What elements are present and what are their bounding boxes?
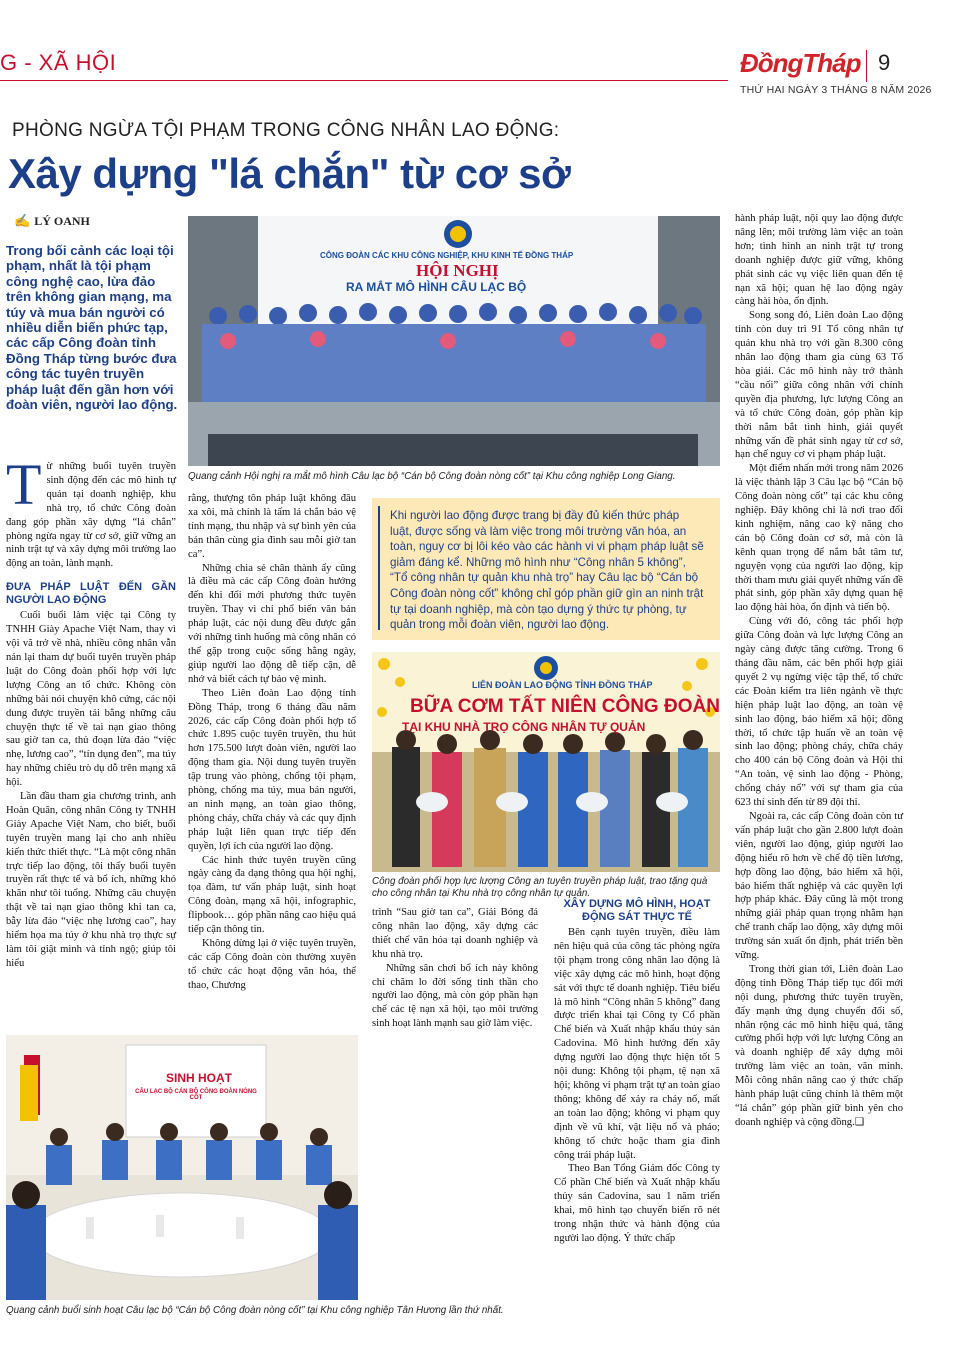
- byline: [14, 213, 90, 229]
- paragraph: Theo Liên đoàn Lao động tỉnh Đồng Tháp, trong 6 tháng đầu năm 2026, các cấp Công đoàn phối hợp tổ chức 1.895 cuộc tuyên truyền, thu hút hơn 175.500 lượt đoàn viên, người lao động tham gia. Nội dung tuyên truyền tập trung vào phòng, chống tội phạm, phòng, chống ma túy, mua bán người, an ninh mạng, an toàn giao thông, phòng cháy, chữa cháy và các quy định pháp luật liên quan trực tiếp đến quyền, lợi ích của người lao động.: [188, 687, 356, 852]
- pen-icon: ✍: [14, 213, 31, 228]
- column-5: [735, 212, 903, 1130]
- paragraph: Cùng với đó, công tác phối hợp giữa Công đoàn và lực lượng Công an ngày càng được tăng cường. Trong 6 tháng đầu năm, các bên phối hợp giải quyết 2 vụ ngừng việc tập thể, tổ chức các Đoàn kiểm tra liên ngành về thực hiện pháp luật lao động, an toàn vệ sinh lao động, bảo hiểm xã hội; đồng thời, tổ chức tập huấn về an toàn vệ sinh lao động; phòng cháy, chữa cháy cho 400 cán bộ Công đoàn và Hội thi “An toàn, vệ sinh lao động - Phòng, chống cháy nổ” với sự tham gia của 623 thí sinh đến từ 89 đội thi.: [735, 616, 903, 809]
- paragraph: Ngoài ra, các cấp Công đoàn còn tư vấn pháp luật cho gần 2.800 lượt đoàn viên, người lao động, giúp người lao động hiểu rõ hơn về chế độ tiền lương, hợp đồng lao động, bảo hiểm xã hội, bảo hiểm thất nghiệp và các quyền lợi hợp pháp khác. Đây cũng là một trong những giải pháp quan trọng nhằm hạn chế tranh chấp lao động, xây dựng môi trường sản xuất ổn định, phát triển bền vững.: [735, 810, 903, 962]
- column-1: [6, 452, 176, 971]
- paragraph: rằng, thượng tôn pháp luật không đâu xa xôi, mà chính là tấm lá chắn bảo vệ tính mạng, thu nhập và sự bình yên của bản thân cùng gia đình sau mỗi giờ tan ca”.: [188, 493, 356, 560]
- drop-cap: T: [6, 452, 42, 517]
- paragraph: Các hình thức tuyên truyền cũng ngày càng đa dạng thông qua hội nghị, tọa đàm, tư vấn pháp luật, sinh hoạt Công đoàn, mạng xã hội, infographic, flipbook… góp phần nâng cao hiệu quả tiếp cận thông tin.: [188, 854, 356, 936]
- pull-quote-bar: [378, 506, 380, 630]
- paragraph: Những chia sẻ chân thành ấy cũng là điều mà các cấp Công đoàn hướng đến khi đổi mới phương thức tuyên truyền. Thay vì chỉ phổ biến văn bản pháp luật, các nội dung đều được gắn với những tình huống mà công nhân có thể gặp trong cuộc sống hằng ngày, giúp người lao động dễ tiếp cận, dễ nhớ và biết cách tự bảo vệ mình.: [188, 562, 356, 685]
- photo-conference: [188, 216, 720, 466]
- section-label: G - XÃ HỘI: [0, 50, 117, 75]
- photo3-caption: Quang cảnh buổi sinh hoạt Câu lạc bộ “Cán bộ Công đoàn nòng cốt” tại Khu công nghiệp Tân Hương lần thứ nhất.: [6, 1305, 504, 1316]
- subheading: ĐƯA PHÁP LUẬT ĐẾN GẦN NGƯỜI LAO ĐỘNG: [6, 581, 176, 607]
- paragraph: Song song đó, Liên đoàn Lao động tỉnh còn duy trì 91 Tổ công nhân tự quản khu nhà trọ với gần 8.300 công nhân lao động tham gia cùng 63 Tổ hòa giải. Các mô hình này trở thành “cầu nối” giữa công nhân với chính quyền địa phương, lực lượng Công an và tổ chức Công đoàn, góp phần kịp thời nắm bắt tình hình, giải quyết những vấn đề phát sinh ngay từ cơ sở, hạn chế nguy cơ vi phạm pháp luật.: [735, 310, 903, 461]
- photo2-caption: Công đoàn phối hợp lực lượng Công an tuyên truyền pháp luật, trao tặng quà cho công nhân tại Khu nhà trọ công nhân tự quản.: [372, 876, 708, 899]
- issue-date: THỨ HAI NGÀY 3 THÁNG 8 NĂM 2026: [740, 84, 932, 96]
- column-2: [188, 492, 356, 993]
- photo2-banner-sub: TẠI KHU NHÀ TRỌ CÔNG NHÂN TỰ QUẢN: [402, 720, 646, 734]
- paragraph: Cuối buổi làm việc tại Công ty TNHH Giày Apache Việt Nam, thay vì vội vã trở về nhà, nhiều công nhân vẫn nán lại tham dự buổi tuyên truyền pháp luật do Công đoàn phối hợp với lực lượng Công an tổ chức. Không còn những bài nói chuyện khô cứng, các nội dung được truyền tải bằng những câu chuyện thực tế về tai nạn giao thông sau giờ tan ca, thủ đoạn lừa đảo “việc nhẹ, lương cao”, “tín dụng đen”, ma túy hay những chiêu trò dụ dỗ trên mạng xã hội.: [6, 610, 176, 789]
- paragraph: Theo Ban Tổng Giám đốc Công ty Cổ phần Chế biến và Xuất nhập khẩu thủy sản Cadovina, sau 1 năm triển khai, mô hình tạo chuyển biến rõ nét trong nhận thức và hành động của người lao động. Ý thức chấp: [554, 1163, 720, 1244]
- photo3-banner-sub: CÂU LẠC BỘ CÁN BỘ CÔNG ĐOÀN NÒNG CỐT: [135, 1089, 257, 1101]
- paragraph: Lần đầu tham gia chương trình, anh Hoàn Quân, công nhân Công ty TNHH Giày Apache Việt Nam, cho biết, buổi tuyên truyền mang lại cho anh nhiều kiến thức thiết thực. “Là một công nhân trực tiếp lao động, tôi thấy buổi tuyên truyền rất thực tế và bổ ích, những khó khăn như tôi tuổng. Những câu chuyện thật về tai nạn giao thông khi tan ca, bẫy lừa đảo “việc nhẹ lương cao”, hay hiểm họa ma túy ở khu nhà trọ thực sự làm tôi giật mình và tỉnh ngộ; giúp tôi hiểu: [6, 791, 176, 969]
- paragraph: Những sân chơi bổ ích này không chỉ chăm lo đời sống tinh thần cho người lao động, mà còn góp phần hạn chế các tệ nạn xã hội, tạo môi trường sinh hoạt lành mạnh sau giờ làm việc.: [372, 962, 538, 1030]
- page-number-divider: [866, 50, 867, 82]
- photo1-banner-small: CÔNG ĐOÀN CÁC KHU CÔNG NGHIỆP, KHU KINH TẾ ĐỒNG THÁP: [320, 251, 574, 260]
- article-kicker: PHÒNG NGỪA TỘI PHẠM TRONG CÔNG NHÂN LAO ĐỘNG:: [12, 120, 560, 141]
- photo1-caption: Quang cảnh Hội nghị ra mắt mô hình Câu lạc bộ “Cán bộ Công đoàn nòng cốt” tại Khu công nghiệp Long Giang.: [188, 471, 676, 482]
- header-rule: [0, 80, 728, 81]
- author-name: LÝ OANH: [34, 214, 90, 228]
- paragraph: Không dừng lại ở việc tuyên truyền, các cấp Công đoàn còn thường xuyên tổ chức các hoạt động văn hóa, thể thao, Chương: [188, 938, 356, 991]
- photo2-banner-small: LIÊN ĐOÀN LAO ĐỘNG TỈNH ĐỒNG THÁP: [472, 680, 653, 690]
- pull-quote: [372, 498, 720, 640]
- paragraph: hành pháp luật, nội quy lao động được nâng lên; môi trường làm việc an toàn hơn; tình hình an ninh trật tự trong doanh nghiệp được giữ vững, không phát sinh các vụ việc liên quan đến tệ nạn xã hội; quan hệ lao động ngày càng hài hòa, ổn định.: [735, 213, 903, 308]
- photo-club-meeting: [6, 1035, 358, 1300]
- article-lead: Trong bối cảnh các loại tội phạm, nhất là tội phạm công nghệ cao, lừa đảo trên không gian mạng, ma túy và mua bán người có nhiều diễn biến phức tạp, các cấp Công đoàn tỉnh Đồng Tháp từng bước đưa công tác tuyên truyền pháp luật đến gần hơn với đoàn viên, người lao động.: [6, 243, 178, 413]
- page-number: 9: [878, 50, 891, 75]
- paragraph: Trong thời gian tới, Liên đoàn Lao động tỉnh Đồng Tháp tiếp tục đổi mới nội dung, phương thức tuyên truyền, đẩy mạnh ứng dụng chuyển đổi số, nhân rộng các mô hình hiệu quả, tăng cường phối hợp với lực lượng Công an và doanh nghiệp để xây dựng môi trường làm việc an toàn, văn minh. Mỗi công nhân nâng cao ý thức chấp hành pháp luật cũng chính là thêm một “lá chắn” góp phần giữ bình yên cho doanh nghiệp và cộng đồng.❑: [735, 963, 903, 1128]
- paragraph: Bên cạnh tuyên truyền, điều làm nên hiệu quả của công tác phòng ngừa tội phạm trong công nhân lao động là việc xây dựng các mô hình, hoạt động sát với thực tế doanh nghiệp. Tiêu biểu là mô hình “Công nhân 5 không” đang được triển khai tại Công ty Cổ phần Chế biến và Xuất nhập khẩu thủy sản Cadovina. Mô hình hướng đến xây dựng người lao động thực hiện tốt 5 nội dung: Không tội phạm, tệ nạn xã hội; không vi phạm trật tự an toàn giao thông; không để xảy ra cháy nổ, mất an toàn lao động; không vi phạm quy định về vũ khí, vật liệu nổ và pháo; không tổ chức hoặc tham gia đình công trái pháp luật.: [554, 927, 720, 1161]
- photo1-banner-sub: RA MẮT MÔ HÌNH CÂU LẠC BỘ: [346, 280, 527, 294]
- paragraph: Một điểm nhấn mới trong năm 2026 là việc thành lập 3 Câu lạc bộ “Cán bộ Công đoàn nòng cốt” tại các khu công nghiệp. Đây không chỉ là nơi trao đổi kinh nghiệm, nâng cao kỹ năng cho cán bộ Công đoàn cơ sở, mà còn là kênh quan trọng để nắm bắt tâm tư, nguyện vọng của người lao động, kịp thời tham mưu giải quyết những vấn đề phát sinh, góp phần xây dựng quan hệ lao động hài hòa, ổn định và tiến bộ.: [735, 463, 903, 614]
- newspaper-logo: ĐồngTháp: [740, 48, 861, 78]
- photo3-banner-title: SINH HOẠT: [166, 1071, 232, 1085]
- pull-quote-text: Khi người lao động được trang bị đầy đủ kiến thức pháp luật, được sống và làm việc trong môi trường văn hóa, an toàn, nguy cơ bị lôi kéo vào các hành vi vi phạm pháp luật sẽ giảm đáng kể. Những mô hình như “Công nhân 5 không”, “Tổ công nhân tự quản khu nhà trọ” hay Câu lạc bộ “Cán bộ Công đoàn nòng cốt” không chỉ góp phần giữ gìn an ninh trật tự tại doanh nghiệp, mà còn tạo dựng ý thức tự phòng, tự quản trong mỗi đoàn viên, người lao động.: [390, 509, 704, 632]
- column-4: [554, 898, 720, 1246]
- column-3: [372, 906, 538, 1031]
- paragraph: trình “Sau giờ tan ca”, Giải Bóng đá công nhân lao động, xây dựng các thiết chế văn hóa tại doanh nghiệp và khu nhà trọ.: [372, 907, 538, 960]
- photo1-banner-title: HỘI NGHỊ: [416, 261, 499, 280]
- photo-year-end-meal: [372, 652, 720, 872]
- paragraph: Từ những buổi tuyên truyền sinh động đến các mô hình tự quản tại doanh nghiệp, khu nhà trọ, tổ chức Công đoàn đang góp phần xây dựng “lá chắn” phòng ngừa ngay từ cơ sở, giữ vững an ninh trật tự và xây dựng môi trường lao động an toàn, lành mạnh.: [6, 452, 176, 570]
- article-headline: Xây dựng "lá chắn" từ cơ sở: [8, 150, 571, 197]
- subheading: XÂY DỰNG MÔ HÌNH, HOẠT ĐỘNG SÁT THỰC TẾ: [563, 898, 711, 923]
- photo2-banner-title: BỮA CƠM TẤT NIÊN CÔNG ĐOÀN: [410, 696, 720, 717]
